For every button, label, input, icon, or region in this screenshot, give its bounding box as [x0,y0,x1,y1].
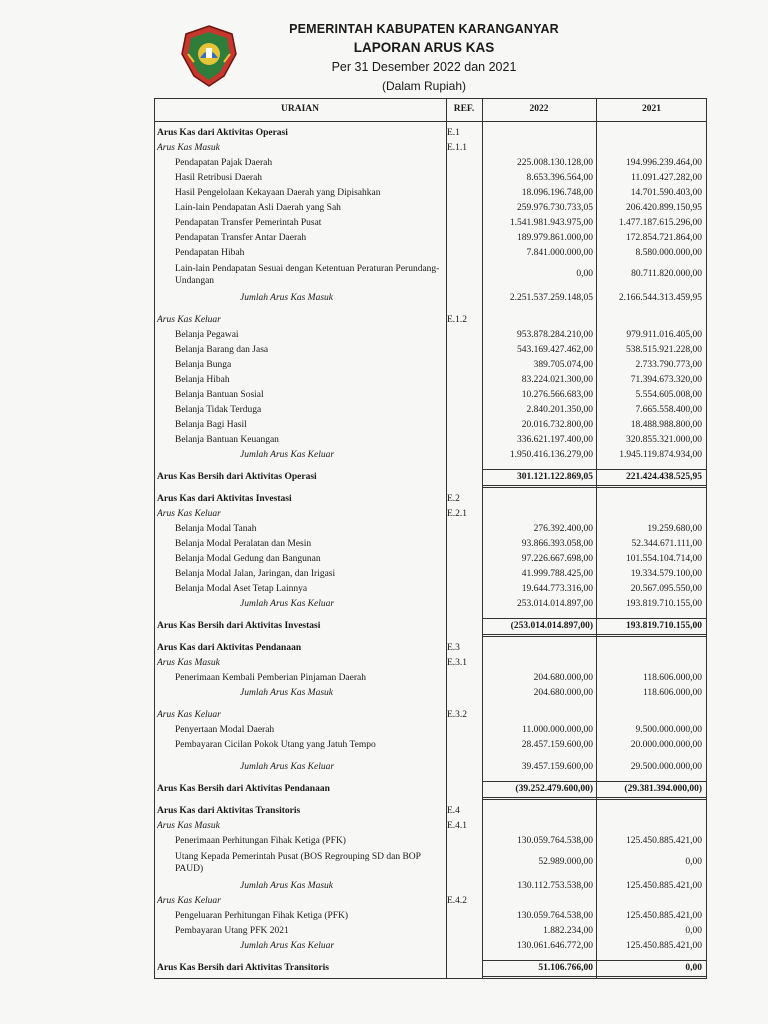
row-ref: E.3.1 [447,658,468,668]
value-2021: 9.500.000.000,00 [635,725,702,735]
value-2021: 125.450.885.421,00 [626,836,702,846]
value-2022: (39.252.479.600,00) [515,784,593,794]
value-2021: 14.701.590.403,00 [630,188,702,198]
total-rule [483,485,596,486]
row-description: Arus Kas Keluar [157,896,221,906]
value-2022: 204.680.000,00 [533,688,593,698]
value-2022: 130.059.764.538,00 [517,911,593,921]
value-2021: 1.477.187.615.296,00 [618,218,702,228]
value-2021: 20.000.000.000,00 [630,740,702,750]
row-description: Arus Kas Bersih dari Aktivitas Investasi [157,621,321,631]
value-2022: 336.621.197.400,00 [517,435,593,445]
row-ref: E.4.2 [447,896,468,906]
row-description: Arus Kas dari Aktivitas Operasi [157,128,288,138]
value-2022: 301.121.122.869,05 [517,472,593,482]
row-description: Jumlah Arus Kas Keluar [240,762,335,772]
row-ref: E.4 [447,806,460,816]
value-2021: 101.554.104.714,00 [626,554,702,564]
value-2022: 93.866.393.058,00 [521,539,593,549]
total-rule [483,469,596,470]
value-2022: 259.976.730.733,05 [517,203,593,213]
row-ref: E.1 [447,128,460,138]
row-description: Belanja Modal Aset Tetap Lainnya [175,584,308,594]
total-rule [597,978,707,979]
total-rule [483,634,596,635]
col-divider-ref [446,98,447,979]
value-2021: 221.424.438.525,95 [626,472,702,482]
row-description: Jumlah Arus Kas Masuk [240,881,333,891]
value-2022: 8.653.396.564,00 [526,173,593,183]
column-header-2021: 2021 [642,104,661,114]
report-title: LAPORAN ARUS KAS [353,40,495,55]
row-description: Arus Kas Masuk [157,658,220,668]
row-description: Arus Kas Masuk [157,821,220,831]
row-description: Arus Kas Bersih dari Aktivitas Transitoris [157,963,329,973]
value-2022: 41.999.788.425,00 [521,569,593,579]
value-2022: 7.841.000.000,00 [526,248,593,258]
value-2021: 29.500.000.000,00 [630,762,702,772]
row-description: Arus Kas Bersih dari Aktivitas Pendanaan [157,784,330,794]
row-description: Jumlah Arus Kas Masuk [240,293,333,303]
row-description: Penerimaan Perhitungan Fihak Ketiga (PFK) [175,836,346,846]
total-rule [483,618,596,619]
value-2021: 11.091.427.282,00 [631,173,702,183]
row-description: Arus Kas dari Aktivitas Pendanaan [157,643,302,653]
value-2022: 130.059.764.538,00 [517,836,593,846]
value-2022: 19.644.773.316,00 [521,584,593,594]
row-description: Pembayaran Utang PFK 2021 [175,926,289,936]
value-2021: 125.450.885.421,00 [626,881,702,891]
row-description: Belanja Bunga [175,360,232,370]
total-rule [483,960,596,961]
value-2021: 18.488.988.800,00 [630,420,702,430]
value-2022: 28.457.159.600,00 [521,740,593,750]
value-2021: 538.515.921.228,00 [626,345,702,355]
column-header-2022: 2022 [529,104,549,114]
row-ref: E.2.1 [447,509,468,519]
value-2021: 125.450.885.421,00 [626,941,702,951]
value-2022: 11.000.000.000,00 [522,725,593,735]
total-rule [597,487,707,488]
row-description: Arus Kas Bersih dari Aktivitas Operasi [157,472,317,482]
value-2022: 276.392.400,00 [533,524,593,534]
value-2022: 51.106.766,00 [538,963,593,973]
row-ref: E.3.2 [447,710,468,720]
header-divider [154,121,707,122]
value-2022: 389.705.074,00 [533,360,593,370]
value-2021: 1.945.119.874.934,00 [619,450,702,460]
value-2021: 19.334.579.100,00 [630,569,702,579]
row-description: Penerimaan Kembali Pemberian Pinjaman Daerah [175,673,366,683]
report-period: Per 31 Desember 2022 dan 2021 [331,60,517,74]
row-description: Belanja Modal Peralatan dan Mesin [175,539,312,549]
value-2021: (29.381.394.000,00) [624,784,702,794]
col-divider-2021 [596,98,597,979]
row-description: Belanja Tidak Terduga [175,405,262,415]
value-2022: 1.882.234,00 [543,926,593,936]
row-description: Pendapatan Hibah [175,248,245,258]
value-2022: 10.276.566.683,00 [521,390,593,400]
row-ref: E.3 [447,643,460,653]
value-2021: 979.911.016.405,00 [626,330,702,340]
value-2021: 118.606.000,00 [642,688,702,698]
value-2022: 189.979.861.000,00 [517,233,593,243]
row-description: Arus Kas Keluar [157,710,221,720]
total-rule [483,978,596,979]
value-2022: 543.169.427.462,00 [517,345,593,355]
row-description: Lain-lain Pendapatan Asli Daerah yang Sah [175,203,341,213]
row-description: Belanja Modal Jalan, Jaringan, dan Irigasi [175,569,336,579]
total-rule [597,797,707,798]
row-description: Utang Kepada Pemerintah Pusat (BOS Regrouping SD dan BOP PAUD) [175,852,421,874]
total-rule [483,636,596,637]
value-2022: 2.840.201.350,00 [526,405,593,415]
value-2021: 0,00 [685,963,702,973]
value-2021: 125.450.885.421,00 [626,911,702,921]
value-2021: 206.420.899.150,95 [626,203,702,213]
value-2021: 19.259.680,00 [647,524,702,534]
row-description: Arus Kas Keluar [157,509,221,519]
value-2022: 1.541.981.943.975,00 [509,218,593,228]
row-description: Pembayaran Cicilan Pokok Utang yang Jatuh Tempo [175,740,376,750]
row-description: Hasil Retribusi Daerah [175,173,263,183]
total-rule [597,781,707,782]
row-description: Jumlah Arus Kas Keluar [240,450,335,460]
row-description: Pengeluaran Perhitungan Fihak Ketiga (PFK) [175,911,349,921]
row-description: Jumlah Arus Kas Keluar [240,941,335,951]
row-description: Arus Kas dari Aktivitas Investasi [157,494,292,504]
total-rule [483,797,596,798]
row-description: Pendapatan Transfer Pemerintah Pusat [175,218,322,228]
value-2021: 193.819.710.155,00 [626,599,702,609]
total-rule [597,485,707,486]
value-2022: 225.008.130.128,00 [517,158,593,168]
total-rule [483,976,596,977]
total-rule [483,799,596,800]
value-2022: 953.878.284.210,00 [517,330,593,340]
total-rule [597,618,707,619]
value-2022: 39.457.159.600,00 [521,762,593,772]
total-rule [483,487,596,488]
row-ref: E.2 [447,494,460,504]
value-2021: 7.665.558.400,00 [635,405,702,415]
row-description: Lain-lain Pendapatan Sesuai dengan Ketentuan Peraturan Perundang-Undangan [175,264,440,286]
value-2022: 0,00 [576,269,593,279]
row-description: Belanja Bagi Hasil [175,420,247,430]
value-2022: 97.226.667.698,00 [521,554,593,564]
row-description: Belanja Hibah [175,375,230,385]
row-ref: E.4.1 [447,821,468,831]
value-2022: 1.950.416.136.279,00 [509,450,593,460]
row-description: Belanja Bantuan Sosial [175,390,264,400]
row-ref: E.1.2 [447,315,468,325]
value-2021: 2.166.544.313.459,95 [618,293,702,303]
value-2022: 204.680.000,00 [533,673,593,683]
value-2022: 253.014.014.897,00 [517,599,593,609]
total-rule [597,799,707,800]
row-ref: E.1.1 [447,143,468,153]
column-header-ref: REF. [453,104,475,114]
report-header [0,0,768,100]
value-2021: 5.554.605.008,00 [635,390,702,400]
value-2021: 193.819.710.155,00 [626,621,702,631]
value-2022: 20.016.732.800,00 [521,420,593,430]
value-2021: 80.711.820.000,00 [631,269,702,279]
column-header-desc: URAIAN [281,104,319,114]
row-description: Penyertaan Modal Daerah [175,725,275,735]
total-rule [597,636,707,637]
row-description: Jumlah Arus Kas Keluar [240,599,335,609]
total-rule [597,634,707,635]
value-2022: 130.112.753.538,00 [517,881,593,891]
value-2022: 52.989.000,00 [538,857,593,867]
total-rule [597,469,707,470]
total-rule [597,976,707,977]
row-description: Belanja Pegawai [175,330,239,340]
row-description: Belanja Modal Tanah [175,524,257,534]
row-description: Arus Kas Keluar [157,315,221,325]
value-2021: 194.996.239.464,00 [626,158,702,168]
row-description: Hasil Pengelolaan Kekayaan Daerah yang Dipisahkan [175,188,381,198]
value-2021: 2.733.790.773,00 [635,360,702,370]
value-2022: (253.014.014.897,00) [510,621,593,631]
value-2021: 71.394.673.320,00 [630,375,702,385]
value-2021: 8.580.000.000,00 [635,248,702,258]
value-2021: 20.567.095.550,00 [630,584,702,594]
value-2021: 0,00 [685,857,702,867]
row-description: Jumlah Arus Kas Masuk [240,688,333,698]
value-2022: 2.251.537.259.148,05 [509,293,593,303]
row-description: Belanja Barang dan Jasa [175,345,269,355]
row-description: Belanja Bantuan Keuangan [175,435,279,445]
row-description: Arus Kas Masuk [157,143,220,153]
value-2022: 18.096.196.748,00 [521,188,593,198]
value-2021: 320.855.321.000,00 [626,435,702,445]
total-rule [483,781,596,782]
row-description: Pendapatan Transfer Antar Daerah [175,233,307,243]
row-description: Belanja Modal Gedung dan Bangunan [175,554,321,564]
value-2021: 52.344.671.111,00 [631,539,702,549]
total-rule [597,960,707,961]
value-2021: 0,00 [685,926,702,936]
value-2022: 83.224.021.300,00 [521,375,593,385]
value-2022: 130.061.646.772,00 [517,941,593,951]
row-description: Pendapatan Pajak Daerah [175,158,273,168]
value-2021: 172.854.721.864,00 [626,233,702,243]
row-description: Arus Kas dari Aktivitas Transitoris [157,806,301,816]
currency-unit: (Dalam Rupiah) [381,79,467,93]
value-2021: 118.606.000,00 [642,673,702,683]
government-name: PEMERINTAH KABUPATEN KARANGANYAR [289,22,559,36]
